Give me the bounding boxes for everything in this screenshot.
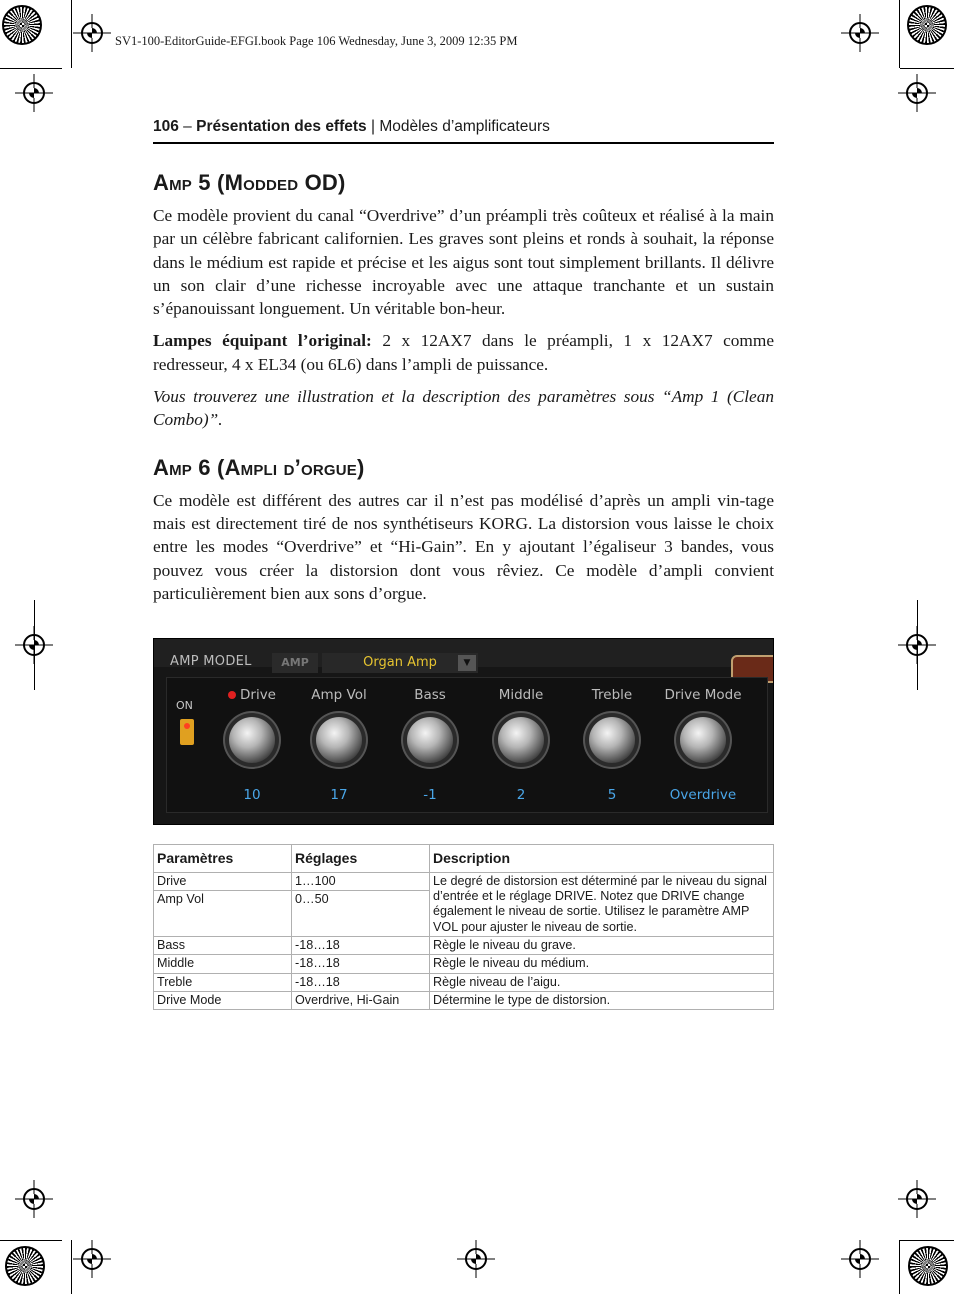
- knob-icon[interactable]: [407, 717, 453, 763]
- color-target-bottom-right: [908, 1246, 948, 1286]
- main-content: [153, 170, 774, 614]
- chevron-down-icon[interactable]: ▼: [458, 655, 476, 671]
- range-cell: 0…50: [292, 891, 430, 937]
- registration-mark: [81, 1248, 103, 1270]
- desc-cell: Détermine le type de distorsion.: [430, 991, 774, 1009]
- crop-mark: [900, 1240, 954, 1241]
- amp-model-title: AMP MODEL: [170, 654, 252, 669]
- registration-mark: [23, 82, 45, 104]
- range-cell: -18…18: [292, 937, 430, 955]
- crop-mark: [899, 1240, 900, 1294]
- param-cell: Drive: [154, 873, 292, 891]
- param-cell: Bass: [154, 937, 292, 955]
- knob-label: Treble: [591, 687, 633, 703]
- crop-mark: [0, 68, 62, 69]
- knob-value: 10: [243, 787, 261, 803]
- crop-mark: [899, 0, 900, 68]
- header-separator: –: [178, 118, 197, 135]
- registration-mark: [23, 1188, 45, 1210]
- crop-mark: [0, 1240, 62, 1241]
- tubes-label: Lampes équipant l’original:: [153, 331, 372, 351]
- column-header: Description: [430, 845, 774, 873]
- range-cell: Overdrive, Hi-Gain: [292, 991, 430, 1009]
- amp-model-panel: [153, 638, 774, 825]
- crop-mark: [34, 600, 35, 690]
- knob-amp-vol[interactable]: [294, 687, 384, 817]
- registration-mark: [849, 1248, 871, 1270]
- registration-mark: [849, 22, 871, 44]
- knob-bass[interactable]: [385, 687, 475, 817]
- knob-treble[interactable]: [567, 687, 657, 817]
- range-cell: -18…18: [292, 955, 430, 973]
- amp5-tubes: [153, 329, 774, 376]
- on-switch[interactable]: [180, 719, 194, 745]
- knob-icon[interactable]: [680, 717, 726, 763]
- amp-tag: AMP: [272, 653, 318, 673]
- header-subsection: Modèles d’amplificateurs: [379, 118, 550, 135]
- table-header-row: [154, 845, 774, 873]
- knob-value: Overdrive: [669, 787, 737, 803]
- knob-icon[interactable]: [589, 717, 635, 763]
- tubes-text: 2 x 12AX7 dans le préampli, 1 x 12AX7 comme redresseur, 4 x EL34 (ou 6L6) dans l’ampli de puissance.: [153, 331, 774, 374]
- knob-value: -1: [423, 787, 437, 803]
- desc-cell: Règle le niveau du grave.: [430, 937, 774, 955]
- amp5-heading: Amp 5 (Modded OD): [153, 170, 346, 195]
- knob-label: Amp Vol: [311, 687, 367, 703]
- knob-value: 5: [607, 787, 617, 803]
- header-section: Présentation des effets: [196, 118, 367, 135]
- column-header: Paramètres: [154, 845, 292, 873]
- slug-line: SV1-100-EditorGuide-EFGI.book Page 106 Wednesday, June 3, 2009 12:35 PM: [115, 34, 518, 48]
- amp6-heading: Amp 6 (Ampli d’orgue): [153, 454, 365, 480]
- crop-mark: [71, 1240, 72, 1294]
- on-label: ON: [176, 699, 193, 712]
- crop-mark: [917, 600, 918, 690]
- header-divider: |: [366, 118, 380, 135]
- table-row: [154, 873, 774, 891]
- desc-cell: Règle niveau de l’aigu.: [430, 973, 774, 991]
- parameter-table: [153, 844, 774, 1010]
- running-head: [153, 118, 774, 136]
- registration-mark: [906, 1188, 928, 1210]
- range-cell: 1…100: [292, 873, 430, 891]
- knob-label: Drive Mode: [664, 687, 742, 703]
- registration-mark: [81, 22, 103, 44]
- crop-mark: [900, 68, 954, 69]
- color-target-bottom-left: [5, 1246, 45, 1286]
- table-row: [154, 955, 774, 973]
- table-row: [154, 973, 774, 991]
- knob-label: Middle: [498, 687, 544, 703]
- param-cell: Drive Mode: [154, 991, 292, 1009]
- desc-cell: Le degré de distorsion est déterminé par le niveau du signal d’entrée et le réglage DRIVE. Notez que DRIVE change également le niveau de sortie. Utilisez le paramètre AMP VOL pour ajuster le niveau de sortie.: [430, 873, 774, 937]
- amp-model-select[interactable]: Organ Amp: [322, 653, 478, 673]
- amp6-description: Ce modèle est différent des autres car il n’est pas modélisé d’après un ampli vin-tage mais est directement tiré de nos synthétiseurs KORG. La distorsion vous laisse le choix entre les modes “Overdrive” et “Hi-Gain”. En y ajoutant l’égaliseur 3 bandes, vous pouvez vous créer la distorsion dont vous rêviez. Ce modèle d’ampli convient particulièrement bien aux sons d’orgue.: [153, 490, 774, 603]
- table-row: [154, 991, 774, 1009]
- knob-label: Bass: [414, 687, 446, 703]
- param-cell: Amp Vol: [154, 891, 292, 937]
- amp5-note: Vous trouverez une illustration et la description des paramètres sous “Amp 1 (Clean Combo)”.: [153, 387, 774, 430]
- knob-icon[interactable]: [498, 717, 544, 763]
- knob-drive-mode[interactable]: [658, 687, 748, 817]
- color-target-top-left: [2, 5, 42, 45]
- param-cell: Treble: [154, 973, 292, 991]
- page-number: 106: [153, 118, 179, 135]
- crop-mark: [71, 0, 72, 68]
- param-cell: Middle: [154, 955, 292, 973]
- amp5-description: Ce modèle provient du canal “Overdrive” d’un préampli très coûteux et réalisé à la main par un célèbre fabricant californien. Les graves sont pleins et ronds à souhait, la réponse dans le médium est rapide et précise et les aigus sont tout simplement brillants. Il délivre un son clair d’une richesse incroyable avec une attaque tranchante et un sustain s’épanouissant longuement. Un véritable bon-heur.: [153, 206, 774, 319]
- registration-mark: [906, 82, 928, 104]
- knob-icon[interactable]: [229, 717, 275, 763]
- knob-value: 2: [516, 787, 526, 803]
- knob-drive[interactable]: [207, 687, 297, 817]
- desc-cell: Règle le niveau du médium.: [430, 955, 774, 973]
- range-cell: -18…18: [292, 973, 430, 991]
- registration-mark: [465, 1248, 487, 1270]
- table-row: [154, 937, 774, 955]
- color-target-top-right: [907, 5, 947, 45]
- column-header: Réglages: [292, 845, 430, 873]
- knob-icon[interactable]: [316, 717, 362, 763]
- knob-label: Drive: [240, 687, 276, 703]
- knob-middle[interactable]: [476, 687, 566, 817]
- header-rule: [153, 142, 774, 144]
- knob-value: 17: [330, 787, 348, 803]
- led-icon: [228, 691, 236, 699]
